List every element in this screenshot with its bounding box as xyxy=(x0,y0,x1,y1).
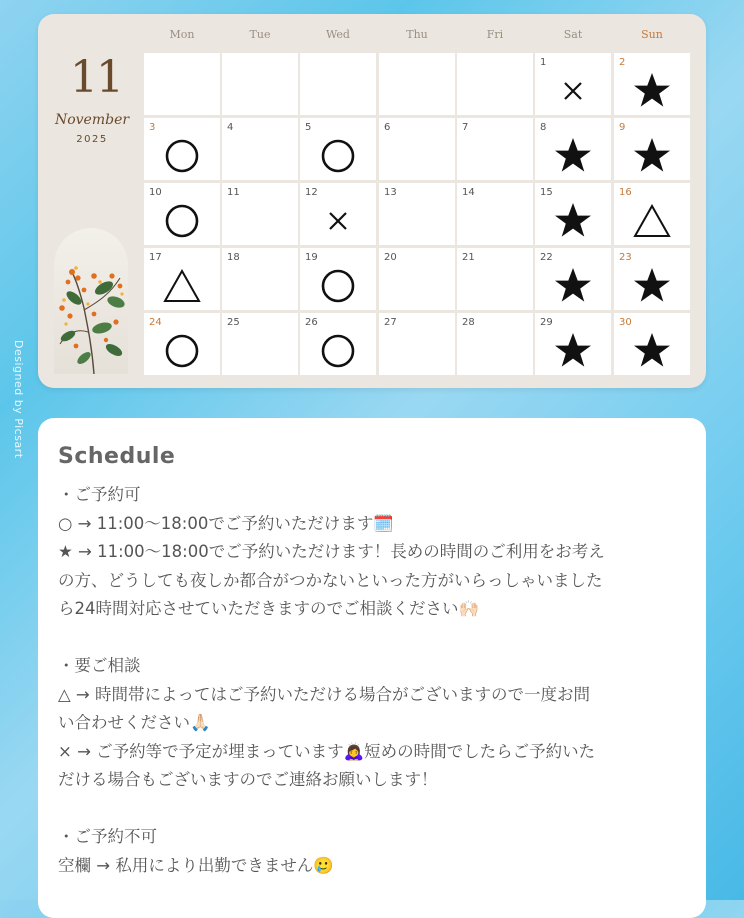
calendar-month-name: November xyxy=(54,112,130,128)
calendar-day-22 xyxy=(535,248,611,310)
calendar-day-4 xyxy=(222,118,298,180)
circle-mark-icon xyxy=(144,134,220,178)
day-number: 24 xyxy=(149,317,162,328)
day-number: 17 xyxy=(149,252,162,263)
day-number: 21 xyxy=(462,252,475,263)
calendar-day-3 xyxy=(144,118,220,180)
triangle-mark-icon xyxy=(144,264,220,308)
calendar-day-20 xyxy=(379,248,455,310)
circle-mark-icon xyxy=(300,329,376,373)
star-mark-icon xyxy=(614,69,690,113)
day-number: 3 xyxy=(149,122,156,133)
calendar-empty-cell xyxy=(144,53,220,115)
day-number: 5 xyxy=(305,122,312,133)
circle-mark-icon xyxy=(300,264,376,308)
day-number: 7 xyxy=(462,122,469,133)
schedule-card xyxy=(38,418,706,918)
schedule-line: ○ → 11:00〜18:00でご予約いただけます🗓️ xyxy=(58,513,394,533)
weekday-fri: Fri xyxy=(486,28,504,41)
calendar-day-2 xyxy=(614,53,690,115)
day-number: 14 xyxy=(462,187,475,198)
calendar-day-18 xyxy=(222,248,298,310)
star-mark-icon xyxy=(614,329,690,373)
blank-line xyxy=(58,795,686,824)
day-number: 8 xyxy=(540,122,547,133)
calendar-month-number: 11 xyxy=(70,52,122,103)
calendar-day-26 xyxy=(300,313,376,375)
cross-mark-icon xyxy=(535,69,611,113)
day-number: 23 xyxy=(619,252,632,263)
day-number: 26 xyxy=(305,317,318,328)
calendar-day-15 xyxy=(535,183,611,245)
schedule-legend xyxy=(58,481,686,880)
day-number: 27 xyxy=(384,317,397,328)
weekday-tue: Tue xyxy=(249,28,271,41)
calendar-day-14 xyxy=(457,183,533,245)
day-number: 25 xyxy=(227,317,240,328)
day-number: 29 xyxy=(540,317,553,328)
schedule-line: ・要ご相談 xyxy=(58,656,141,675)
calendar-day-12 xyxy=(300,183,376,245)
circle-mark-icon xyxy=(300,134,376,178)
day-number: 11 xyxy=(227,187,240,198)
calendar-day-10 xyxy=(144,183,220,245)
weekday-sun: Sun xyxy=(641,28,663,41)
schedule-line: い合わせください🙏🏻 xyxy=(58,713,211,732)
calendar-day-28 xyxy=(457,313,533,375)
day-number: 15 xyxy=(540,187,553,198)
picsart-watermark: Designed by Picsart xyxy=(12,340,25,459)
calendar-day-6 xyxy=(379,118,455,180)
weekday-mon: Mon xyxy=(169,28,195,41)
cross-mark-icon xyxy=(300,199,376,243)
day-number: 20 xyxy=(384,252,397,263)
day-number: 16 xyxy=(619,187,632,198)
day-number: 18 xyxy=(227,252,240,263)
day-number: 6 xyxy=(384,122,391,133)
calendar-empty-cell xyxy=(222,53,298,115)
day-number: 28 xyxy=(462,317,475,328)
day-number: 19 xyxy=(305,252,318,263)
calendar-day-9 xyxy=(614,118,690,180)
star-mark-icon xyxy=(614,264,690,308)
calendar-day-25 xyxy=(222,313,298,375)
star-mark-icon xyxy=(535,264,611,308)
schedule-line: の方、どうしても夜しか都合がつかないといった方がいらっしゃいました xyxy=(58,570,603,590)
schedule-line: 空欄 → 私用により出勤できません🥲 xyxy=(58,855,334,875)
star-mark-icon xyxy=(535,134,611,178)
schedule-line: ら24時間対応させていただきますのでご相談ください🙌🏻 xyxy=(58,599,480,618)
calendar-day-7 xyxy=(457,118,533,180)
calendar-year: 2025 xyxy=(76,134,108,145)
star-mark-icon xyxy=(614,134,690,178)
triangle-mark-icon xyxy=(614,199,690,243)
star-mark-icon xyxy=(535,329,611,373)
schedule-title: Schedule xyxy=(58,444,176,469)
calendar-day-17 xyxy=(144,248,220,310)
weekday-sat: Sat xyxy=(563,28,583,41)
schedule-line: だける場合もございますのでご連絡お願いします！ xyxy=(58,770,438,789)
calendar-day-16 xyxy=(614,183,690,245)
day-number: 4 xyxy=(227,122,234,133)
day-number: 30 xyxy=(619,317,632,328)
schedule-line: ・ご予約不可 xyxy=(58,827,157,846)
calendar-day-21 xyxy=(457,248,533,310)
calendar-day-13 xyxy=(379,183,455,245)
schedule-line: ・ご予約可 xyxy=(58,485,141,504)
schedule-line: × → ご予約等で予定が埋まっています🙇‍♀️短めの時間でしたらご予約いた xyxy=(58,741,596,761)
calendar-empty-cell xyxy=(379,53,455,115)
day-number: 12 xyxy=(305,187,318,198)
calendar-day-5 xyxy=(300,118,376,180)
day-number: 2 xyxy=(619,57,626,68)
calendar-day-11 xyxy=(222,183,298,245)
star-mark-icon xyxy=(535,199,611,243)
calendar-day-1 xyxy=(535,53,611,115)
calendar-day-30 xyxy=(614,313,690,375)
weekday-wed: Wed xyxy=(326,28,350,41)
circle-mark-icon xyxy=(144,199,220,243)
day-number: 1 xyxy=(540,57,547,68)
plant-illustration xyxy=(54,228,128,374)
day-number: 10 xyxy=(149,187,162,198)
calendar-day-29 xyxy=(535,313,611,375)
schedule-line: △ → 時間帯によってはご予約いただける場合がございますので一度お問 xyxy=(58,684,591,704)
day-number: 9 xyxy=(619,122,626,133)
calendar-empty-cell xyxy=(300,53,376,115)
calendar-day-27 xyxy=(379,313,455,375)
calendar-day-24 xyxy=(144,313,220,375)
blank-line xyxy=(58,624,686,653)
day-number: 22 xyxy=(540,252,553,263)
calendar-day-19 xyxy=(300,248,376,310)
calendar-day-23 xyxy=(614,248,690,310)
calendar-empty-cell xyxy=(457,53,533,115)
day-number: 13 xyxy=(384,187,397,198)
weekday-thu: Thu xyxy=(406,28,428,41)
circle-mark-icon xyxy=(144,329,220,373)
schedule-line: ★ → 11:00〜18:00でご予約いただけます！長めの時間のご利用をお考え xyxy=(58,542,605,561)
calendar-day-8 xyxy=(535,118,611,180)
